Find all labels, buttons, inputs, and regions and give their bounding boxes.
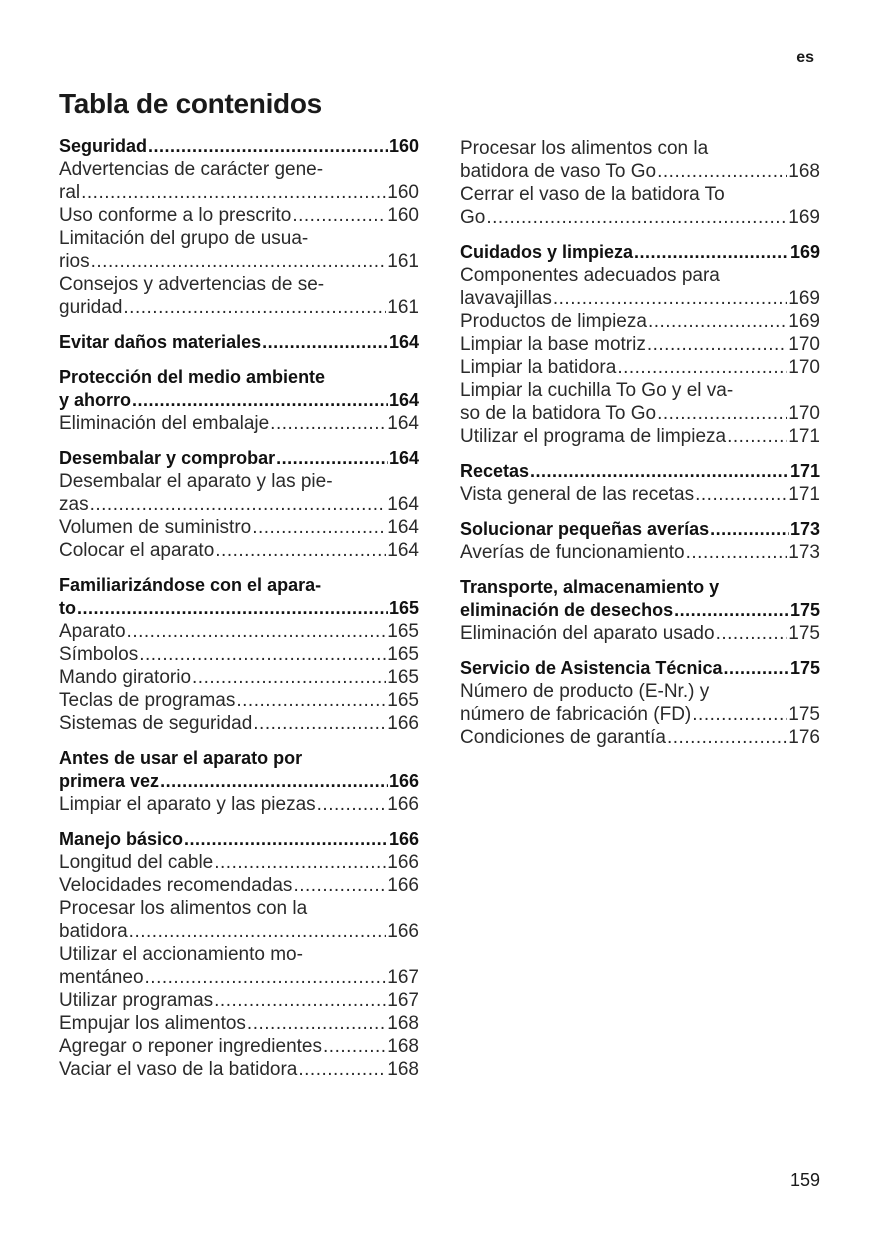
- dot-leader: [148, 135, 388, 158]
- toc-section-heading[interactable]: [460, 518, 820, 541]
- toc-entry-text: Advertencias de carácter gene-: [59, 159, 324, 180]
- dot-leader: [695, 483, 787, 506]
- toc-item[interactable]: [59, 874, 419, 897]
- toc-section: [460, 137, 820, 229]
- toc-item[interactable]: [59, 989, 419, 1012]
- toc-item[interactable]: [59, 1012, 419, 1035]
- dot-leader: [647, 333, 787, 356]
- toc-page-number: 166: [388, 829, 419, 849]
- toc-entry-text: Limpiar la batidora: [460, 357, 617, 378]
- toc-item[interactable]: [59, 158, 419, 204]
- dot-leader: [530, 460, 789, 483]
- toc-page-number: 169: [788, 207, 820, 228]
- toc-entry-text: Cuidados y limpieza: [460, 242, 634, 262]
- toc-entry-text: Volumen de suministro: [59, 517, 252, 538]
- toc-entry-text: Símbolos: [59, 644, 139, 665]
- toc-page-number: 170: [788, 334, 820, 355]
- toc-entry-text: Familiarizándose con el apara-: [59, 575, 322, 595]
- toc-page-number: 165: [387, 667, 419, 688]
- toc-item[interactable]: [59, 1035, 419, 1058]
- toc-entry-text: Go: [460, 207, 486, 228]
- toc-page-number: 167: [387, 990, 419, 1011]
- toc-page-number: 175: [788, 623, 820, 644]
- toc-entry-text: Protección del medio ambiente: [59, 367, 326, 387]
- toc-item[interactable]: [59, 643, 419, 666]
- toc-section: [59, 366, 419, 435]
- toc-page-number: 167: [387, 967, 419, 988]
- toc-page-number: 171: [788, 426, 820, 447]
- toc-item[interactable]: [59, 620, 419, 643]
- toc-section: [460, 657, 820, 749]
- dot-leader: [236, 689, 386, 712]
- toc-section-heading[interactable]: [460, 241, 820, 264]
- toc-entry-text: to: [59, 598, 76, 618]
- toc-entry-text: Procesar los alimentos con la: [59, 898, 308, 919]
- toc-section-heading[interactable]: [460, 460, 820, 483]
- dot-leader: [129, 920, 387, 943]
- toc-entry-text: Averías de funcionamiento: [460, 542, 685, 563]
- toc-item[interactable]: [59, 943, 419, 989]
- toc-entry-text: Velocidades recomendadas: [59, 875, 293, 896]
- toc-section-heading[interactable]: [59, 574, 419, 620]
- dot-leader: [247, 1012, 386, 1035]
- toc-entry-text: lavavajillas: [460, 288, 552, 309]
- dot-leader: [132, 389, 388, 412]
- toc-column-left: [59, 135, 419, 1093]
- dot-leader: [123, 296, 386, 319]
- toc-item[interactable]: [460, 356, 820, 379]
- toc-section: [460, 241, 820, 448]
- toc-item[interactable]: [59, 412, 419, 435]
- dot-leader: [716, 622, 788, 645]
- toc-entry-text: primera vez: [59, 771, 160, 791]
- dot-leader: [214, 851, 386, 874]
- toc-section: [59, 447, 419, 562]
- toc-column-right: [460, 137, 820, 761]
- toc-section-heading[interactable]: [59, 366, 419, 412]
- toc-entry-text: Condiciones de garantía: [460, 727, 666, 748]
- dot-leader: [617, 356, 787, 379]
- toc-entry-text: mentáneo: [59, 967, 144, 988]
- toc-entry-text: batidora: [59, 921, 128, 942]
- toc-entry-text: Empujar los alimentos: [59, 1013, 246, 1034]
- toc-page-number: 173: [788, 542, 820, 563]
- toc-entry-text: guridad: [59, 297, 123, 318]
- toc-item[interactable]: [59, 689, 419, 712]
- toc-page-number: 169: [788, 288, 820, 309]
- dot-leader: [184, 828, 388, 851]
- toc-section: [59, 135, 419, 319]
- toc-page-number: 166: [387, 713, 419, 734]
- toc-item[interactable]: [59, 539, 419, 562]
- toc-section-heading[interactable]: [460, 576, 820, 622]
- toc-item[interactable]: [460, 425, 820, 448]
- toc-item[interactable]: [460, 333, 820, 356]
- toc-page-number: 165: [387, 621, 419, 642]
- toc-page-number: 175: [789, 658, 820, 678]
- dot-leader: [298, 1058, 386, 1081]
- toc-page-number: 166: [387, 921, 419, 942]
- toc-entry-text: Limpiar la base motriz: [460, 334, 646, 355]
- toc-entry-text: Eliminación del embalaje: [59, 413, 270, 434]
- toc-section: [59, 331, 419, 354]
- toc-entry-text: Servicio de Asistencia Técnica: [460, 658, 723, 678]
- toc-section-heading[interactable]: [59, 135, 419, 158]
- toc-entry-text: Utilizar el programa de limpieza: [460, 426, 727, 447]
- toc-page-number: 170: [788, 403, 820, 424]
- toc-entry-text: Longitud del cable: [59, 852, 214, 873]
- toc-page-number: 165: [388, 598, 419, 618]
- toc-item[interactable]: [460, 379, 820, 425]
- toc-entry-text: Solucionar pequeñas averías: [460, 519, 710, 539]
- toc-entry-text: Aparato: [59, 621, 126, 642]
- toc-page-number: 160: [387, 182, 419, 203]
- dot-leader: [710, 518, 789, 541]
- dot-leader: [262, 331, 388, 354]
- toc-entry-text: Limitación del grupo de usua-: [59, 228, 309, 249]
- dot-leader: [145, 966, 387, 989]
- toc-page-number: 165: [387, 690, 419, 711]
- toc-page-number: 168: [387, 1036, 419, 1057]
- toc-item[interactable]: [59, 470, 419, 516]
- toc-entry-text: Limpiar la cuchilla To Go y el va-: [460, 380, 734, 401]
- toc-section-heading[interactable]: [59, 331, 419, 354]
- toc-item[interactable]: [460, 726, 820, 749]
- dot-leader: [648, 310, 787, 333]
- toc-item[interactable]: [59, 851, 419, 874]
- toc-item[interactable]: [59, 666, 419, 689]
- toc-section: [460, 518, 820, 564]
- toc-entry-text: Productos de limpieza: [460, 311, 647, 332]
- toc-page-number: 164: [388, 448, 419, 468]
- dot-leader: [657, 402, 787, 425]
- toc-entry-text: Utilizar programas: [59, 990, 214, 1011]
- toc-entry-text: batidora de vaso To Go: [460, 161, 657, 182]
- toc-section-heading[interactable]: [59, 447, 419, 470]
- toc-page-number: 169: [788, 311, 820, 332]
- toc-entry-text: Manejo básico: [59, 829, 184, 849]
- toc-page-number: 164: [387, 540, 419, 561]
- dot-leader: [139, 643, 386, 666]
- dot-leader: [634, 241, 789, 264]
- toc-item[interactable]: [59, 1058, 419, 1081]
- toc-page-number: 166: [387, 875, 419, 896]
- toc-page-number: 161: [387, 251, 419, 272]
- toc-entry-text: rios: [59, 251, 90, 272]
- dot-leader: [127, 620, 387, 643]
- dot-leader: [553, 287, 787, 310]
- toc-section: [59, 747, 419, 816]
- toc-page-number: 164: [387, 494, 419, 515]
- toc-entry-text: Uso conforme a lo prescrito: [59, 205, 292, 226]
- toc-section: [59, 828, 419, 1081]
- toc-entry-text: Vista general de las recetas: [460, 484, 695, 505]
- toc-entry-text: número de fabricación (FD): [460, 704, 692, 725]
- toc-entry-text: Cerrar el vaso de la batidora To: [460, 184, 725, 205]
- toc-entry-text: zas: [59, 494, 89, 515]
- toc-page-number: 171: [789, 461, 820, 481]
- toc-item[interactable]: [460, 137, 820, 183]
- dot-leader: [657, 160, 787, 183]
- toc-entry-text: y ahorro: [59, 390, 132, 410]
- toc-item[interactable]: [59, 897, 419, 943]
- toc-item[interactable]: [59, 516, 419, 539]
- toc-page-number: 168: [387, 1059, 419, 1080]
- dot-leader: [192, 666, 386, 689]
- dot-leader: [253, 712, 386, 735]
- dot-leader: [270, 412, 386, 435]
- toc-page-number: 169: [789, 242, 820, 262]
- toc-item[interactable]: [460, 680, 820, 726]
- toc-page-number: 161: [387, 297, 419, 318]
- toc-item[interactable]: [59, 204, 419, 227]
- dot-leader: [292, 204, 386, 227]
- dot-leader: [215, 539, 386, 562]
- toc-entry-text: Utilizar el accionamiento mo-: [59, 944, 303, 965]
- toc-item[interactable]: [59, 712, 419, 735]
- toc-entry-text: Eliminación del aparato usado: [460, 623, 715, 644]
- toc-page-number: 168: [788, 161, 820, 182]
- toc-item[interactable]: [59, 273, 419, 319]
- dot-leader: [486, 206, 787, 229]
- toc-page-number: 170: [788, 357, 820, 378]
- dot-leader: [323, 1035, 386, 1058]
- dot-leader: [252, 516, 386, 539]
- toc-entry-text: Componentes adecuados para: [460, 265, 720, 286]
- dot-leader: [692, 703, 787, 726]
- toc-entry-text: Transporte, almacenamiento y: [460, 577, 720, 597]
- dot-leader: [91, 250, 387, 273]
- toc-entry-text: Vaciar el vaso de la batidora: [59, 1059, 298, 1080]
- toc-page-number: 164: [387, 517, 419, 538]
- toc-item[interactable]: [460, 483, 820, 506]
- dot-leader: [317, 793, 387, 816]
- toc-entry-text: Desembalar el aparato y las pie-: [59, 471, 333, 492]
- toc-entry-text: Desembalar y comprobar: [59, 448, 276, 468]
- toc-page-number: 164: [388, 390, 419, 410]
- toc-entry-text: Número de producto (E-Nr.) y: [460, 681, 710, 702]
- toc-entry-text: Mando giratorio: [59, 667, 192, 688]
- dot-leader: [77, 597, 388, 620]
- dot-leader: [686, 541, 788, 564]
- toc-page-number: 160: [387, 205, 419, 226]
- dot-leader: [674, 599, 789, 622]
- dot-leader: [667, 726, 787, 749]
- dot-leader: [723, 657, 788, 680]
- toc-entry-text: Evitar daños materiales: [59, 332, 262, 352]
- toc-entry-text: Sistemas de seguridad: [59, 713, 253, 734]
- toc-section-heading[interactable]: [59, 828, 419, 851]
- toc-page-number: 166: [387, 852, 419, 873]
- dot-leader: [81, 181, 386, 204]
- toc-entry-text: Procesar los alimentos con la: [460, 138, 709, 159]
- dot-leader: [293, 874, 386, 897]
- toc-entry-text: ral: [59, 182, 81, 203]
- dot-leader: [727, 425, 787, 448]
- toc-section: [460, 576, 820, 645]
- page-title: Tabla de contenidos: [59, 88, 322, 119]
- toc-page-number: 175: [789, 600, 820, 620]
- toc-page-number: 168: [387, 1013, 419, 1034]
- dot-leader: [90, 493, 387, 516]
- dot-leader: [160, 770, 388, 793]
- toc-page-number: 165: [387, 644, 419, 665]
- toc-entry-text: Limpiar el aparato y las piezas: [59, 794, 316, 815]
- toc-page-number: 166: [388, 771, 419, 791]
- toc-item[interactable]: [460, 622, 820, 645]
- toc-page-number: 166: [387, 794, 419, 815]
- toc-section-heading[interactable]: [59, 747, 419, 793]
- toc-entry-text: so de la batidora To Go: [460, 403, 657, 424]
- toc-section: [59, 574, 419, 735]
- toc-entry-text: Colocar el aparato: [59, 540, 215, 561]
- page-number: 159: [789, 1170, 820, 1190]
- toc-entry-text: Recetas: [460, 461, 530, 481]
- toc-page-number: 171: [788, 484, 820, 505]
- toc-item[interactable]: [59, 227, 419, 273]
- toc-entry-text: eliminación de desechos: [460, 600, 674, 620]
- toc-item[interactable]: [460, 264, 820, 310]
- toc-item[interactable]: [460, 310, 820, 333]
- toc-entry-text: Agregar o reponer ingredientes: [59, 1036, 323, 1057]
- toc-page-number: 164: [388, 332, 419, 352]
- toc-item[interactable]: [59, 793, 419, 816]
- toc-page-number: 175: [788, 704, 820, 725]
- language-code: es: [796, 49, 814, 66]
- toc-item[interactable]: [460, 541, 820, 564]
- toc-page-number: 160: [388, 136, 419, 156]
- dot-leader: [214, 989, 386, 1012]
- toc-entry-text: Antes de usar el aparato por: [59, 748, 303, 768]
- toc-section: [460, 460, 820, 506]
- toc-item[interactable]: [460, 183, 820, 229]
- toc-section-heading[interactable]: [460, 657, 820, 680]
- toc-page-number: 176: [788, 727, 820, 748]
- dot-leader: [276, 447, 388, 470]
- toc-entry-text: Teclas de programas: [59, 690, 236, 711]
- toc-entry-text: Seguridad: [59, 136, 148, 156]
- toc-entry-text: Consejos y advertencias de se-: [59, 274, 325, 295]
- toc-page-number: 173: [789, 519, 820, 539]
- toc-page-number: 164: [387, 413, 419, 434]
